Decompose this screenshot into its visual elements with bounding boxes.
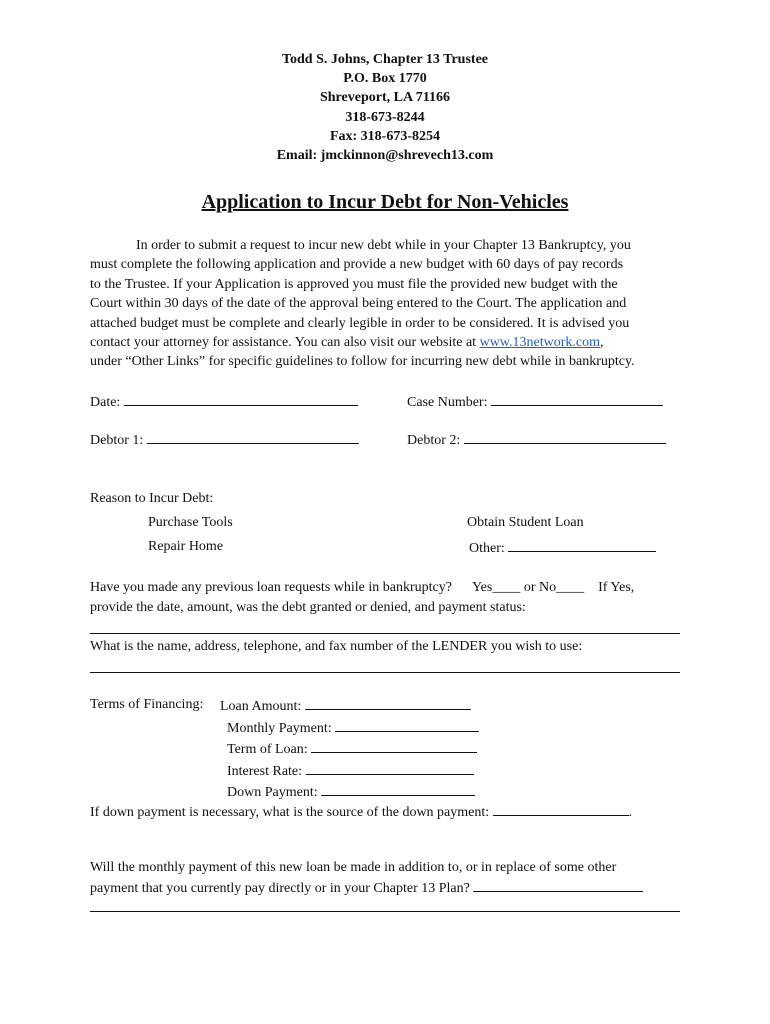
debtor2-field [407,431,666,449]
date-field [90,393,358,411]
option-label: Other: [469,541,505,556]
intro-line: attached budget must be complete and clearly legible in order to be considered. It is advised you [90,315,630,331]
if-yes-text: If Yes, [598,580,635,595]
intro-line: must complete the following application and provide a new budget with 60 days of pay records [90,257,624,273]
option-label: Purchase Tools [148,515,233,530]
down-payment-source-field [90,803,632,821]
intro-paragraph [90,236,690,372]
lender-answer-line[interactable] [90,672,680,673]
intro-line: to the Trustee. If your Application is approved you must file the provided new budget with the [90,276,618,292]
debtor1-label: Debtor 1: [90,433,144,448]
website-link[interactable]: www.13network.com [479,335,600,351]
monthly-payment-label: Monthly Payment: [227,721,332,736]
previous-question-text: Have you made any previous loan requests while in bankruptcy? [90,580,452,595]
case-number-field [407,393,663,411]
option-repair-home[interactable] [144,539,223,555]
date-label: Date: [90,395,121,410]
monthly-payment-answer-blank[interactable] [473,879,643,892]
lender-question: What is the name, address, telephone, and fax number of the LENDER you wish to use: [90,639,583,654]
fax-number: Fax: 318-673-8254 [329,128,441,144]
intro-line [90,333,690,352]
intro-line: Court within 30 days of the date of the approval being entered to the Court. The application and [90,296,627,312]
terms-of-financing-label: Terms of Financing: [90,697,204,712]
period: . [628,805,633,820]
interest-rate-label: Interest Rate: [227,764,303,779]
loan-amount-label: Loan Amount: [220,699,302,714]
trustee-header [0,50,770,165]
city-state-zip: Shreveport, LA 71166 [319,90,451,106]
option-other[interactable] [465,539,656,557]
date-blank[interactable] [124,393,358,406]
down-payment-field [227,783,475,801]
no-blank[interactable]: or No____ [523,580,585,595]
down-payment-label: Down Payment: [227,785,318,800]
monthly-payment-question: Will the monthly payment of this new loan be made in addition to, or in replace of some other [90,860,617,875]
case-number-blank[interactable] [491,393,663,406]
debtor1-blank[interactable] [147,431,359,444]
loan-amount-field [220,697,471,715]
monthly-payment-question-line2 [90,879,643,897]
intro-line: In order to submit a request to incur new debt while in your Chapter 13 Bankruptcy, you [136,238,631,253]
reason-label: Reason to Incur Debt: [90,491,214,506]
down-payment-source-question: If down payment is necessary, what is the source of the down payment: [90,805,490,820]
down-payment-source-blank[interactable] [493,803,629,816]
monthly-payment-blank[interactable] [335,719,479,732]
option-obtain-student-loan[interactable] [463,515,584,531]
yes-blank[interactable]: Yes____ [471,580,521,595]
previous-loan-details-prompt: provide the date, amount, was the debt granted or denied, and payment status: [90,600,526,615]
loan-amount-blank[interactable] [305,697,471,710]
interest-rate-field [227,762,474,780]
other-blank[interactable] [508,539,656,552]
intro-line: under “Other Links” for specific guidelines to follow for incurring new debt while in bankruptcy. [90,354,635,370]
monthly-question-text: payment that you currently pay directly or in your Chapter 13 Plan? [90,881,470,896]
debtor2-blank[interactable] [464,431,666,444]
intro-text: contact your attorney for assistance. You can also visit our website at [90,335,480,351]
term-of-loan-blank[interactable] [311,740,477,753]
trustee-name: Todd S. Johns, Chapter 13 Trustee [281,52,489,67]
option-label: Obtain Student Loan [467,515,584,530]
previous-loan-answer-line[interactable] [90,633,680,634]
case-number-label: Case Number: [407,395,488,410]
term-of-loan-field [227,740,477,758]
po-box: P.O. Box 1770 [343,71,427,87]
down-payment-blank[interactable] [321,783,475,796]
option-label: Repair Home [148,539,224,554]
monthly-payment-field [227,719,479,737]
debtor1-field [90,431,359,449]
phone-number: 318-673-8244 [345,109,425,125]
previous-loan-question [90,580,634,596]
option-purchase-tools[interactable] [144,515,233,531]
debtor2-label: Debtor 2: [407,433,461,448]
document-title: Application to Incur Debt for Non-Vehicles [201,191,569,213]
term-of-loan-label: Term of Loan: [227,742,308,757]
email-address: Email: jmckinnon@shrevech13.com [276,148,494,164]
interest-rate-blank[interactable] [306,762,474,775]
monthly-payment-answer-line[interactable] [90,911,680,912]
intro-text: , [599,335,604,351]
